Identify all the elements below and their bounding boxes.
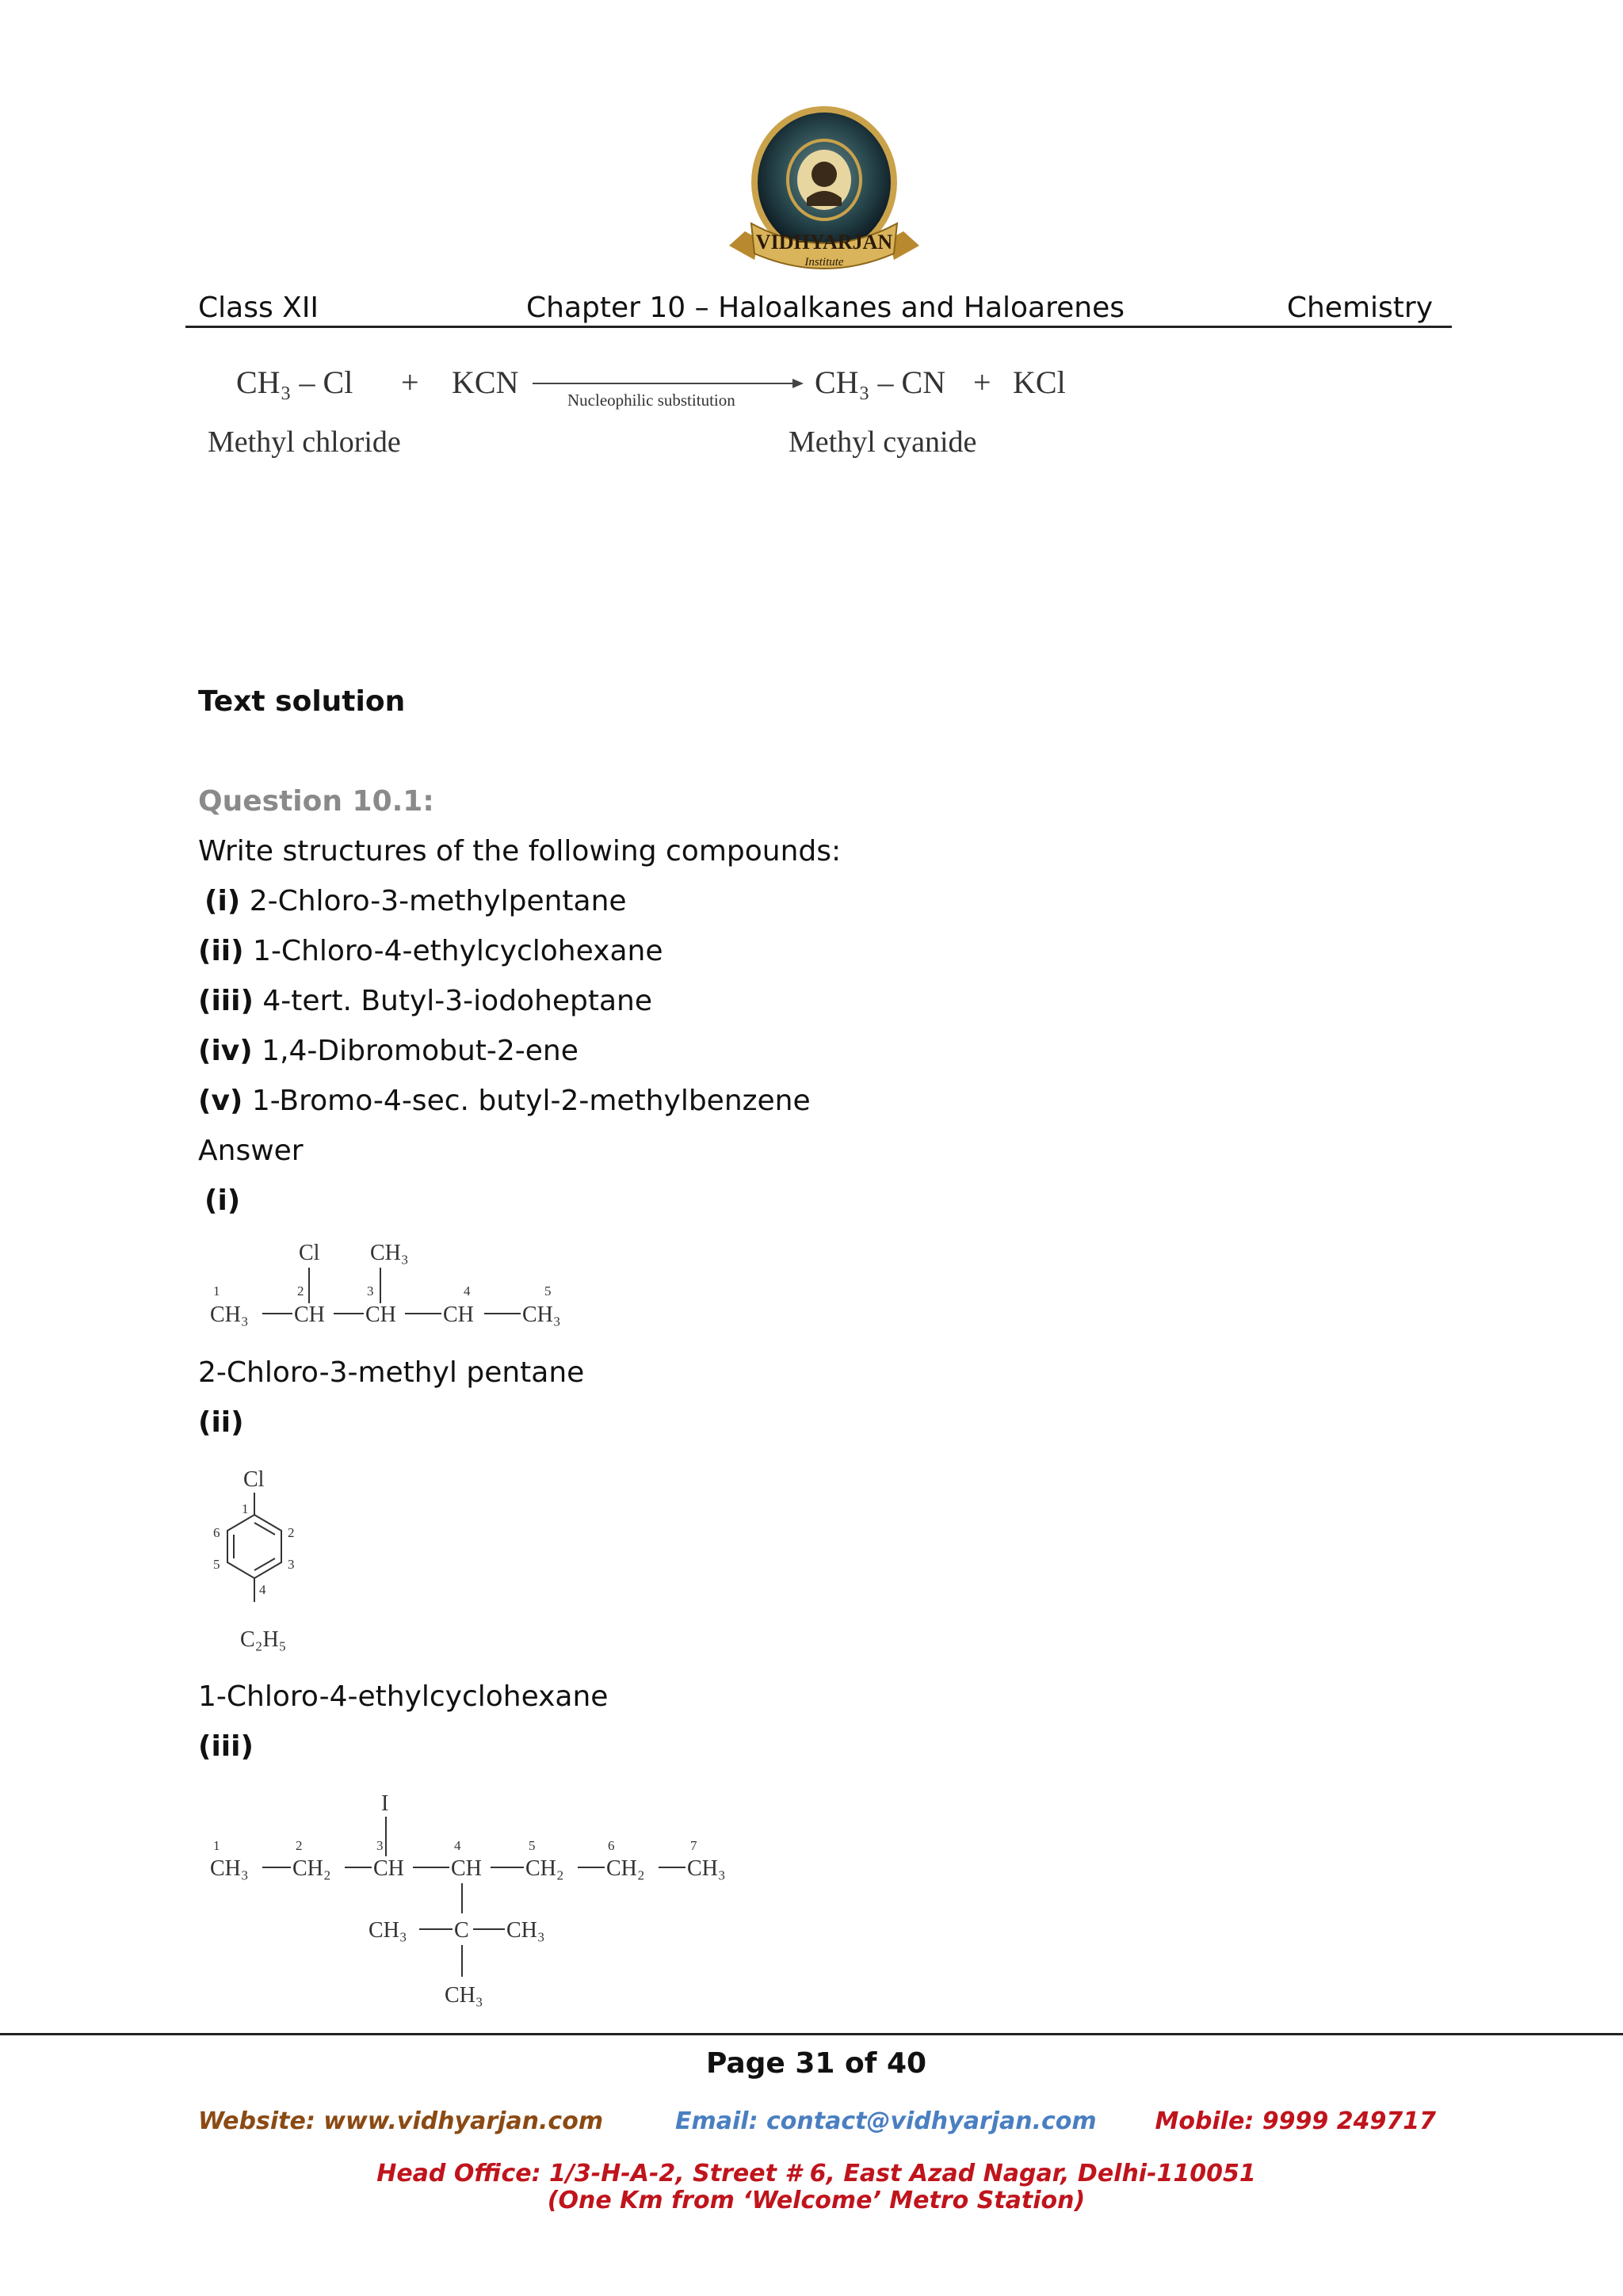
logo-text: VIDHYARJAN — [755, 231, 893, 254]
question-item — [198, 1085, 811, 1118]
branch-atom: CH₃ — [506, 1918, 545, 1943]
chain-atom: CH₃ — [210, 1856, 249, 1881]
reactant-formula: CH₃ – Cl — [236, 364, 353, 400]
question-title: Question 10.1: — [198, 785, 434, 818]
header-rule — [185, 326, 1452, 328]
answer-label-i: (i) — [204, 1184, 241, 1217]
item-text: 2-Chloro-3-methylpentane — [240, 885, 627, 917]
reaction-equation — [198, 349, 1149, 475]
atom-number: 1 — [213, 1838, 220, 1853]
byproduct-formula: KCl — [1013, 364, 1066, 400]
question-text: Write structures of the following compounds: — [198, 835, 842, 868]
chain-atom: CH₃ — [522, 1302, 561, 1327]
answer-name-ii: 1-Chloro-4-ethylcyclohexane — [198, 1680, 609, 1713]
answer-label: Answer — [198, 1135, 304, 1167]
structure-4-tert-butyl-3-iodoheptane — [202, 1787, 757, 2008]
atom-number: 2 — [297, 1283, 304, 1299]
chain-atom: CH — [373, 1856, 404, 1881]
question-item — [198, 985, 652, 1018]
structure-1-chloro-4-ethylcyclohexane — [202, 1458, 345, 1664]
item-text: 1-Chloro-4-ethylcyclohexane — [243, 935, 663, 967]
reactant-name: Methyl chloride — [208, 425, 401, 459]
atom-number: 5 — [544, 1283, 552, 1299]
plus-sign-2: + — [973, 364, 991, 400]
header-class: Class XII — [198, 292, 319, 324]
logo-subtext: Institute — [804, 256, 844, 269]
question-item — [198, 1035, 579, 1068]
institute-logo — [713, 105, 935, 288]
atom-number: 4 — [464, 1283, 471, 1299]
chain-atom: CH₂ — [606, 1856, 645, 1881]
reagent-formula: KCN — [452, 364, 519, 400]
atom-number: 1 — [213, 1283, 220, 1299]
answer-name-i: 2-Chloro-3-methyl pentane — [198, 1356, 585, 1389]
substituent-cl: Cl — [243, 1467, 265, 1492]
chain-atom: CH₃ — [210, 1302, 249, 1327]
atom-number: 6 — [608, 1838, 615, 1853]
atom-number: 4 — [454, 1838, 461, 1853]
footer-office-note: (One Km from ‘Welcome’ Metro Station) — [547, 2187, 1086, 2214]
ring-number: 1 — [242, 1501, 249, 1516]
chain-atom: CH₃ — [687, 1856, 726, 1881]
footer-office: Head Office: 1/3-H-A-2, Street # 6, East Azad Nagar, Delhi-110051 — [376, 2160, 1256, 2187]
branch-atom: CH₃ — [369, 1918, 407, 1943]
ring-number: 2 — [288, 1525, 295, 1540]
product-name: Methyl cyanide — [789, 425, 977, 459]
item-label: (iv) — [198, 1035, 253, 1067]
structure-2-chloro-3-methylpentane — [202, 1236, 582, 1339]
atom-number: 3 — [376, 1838, 384, 1853]
branch-atom: CH₃ — [445, 1983, 483, 2008]
item-label: (iii) — [198, 985, 254, 1017]
answer-label-iii: (iii) — [198, 1730, 254, 1763]
item-label: (v) — [198, 1085, 243, 1117]
answer-label-ii: (ii) — [198, 1406, 244, 1439]
plus-sign: + — [401, 364, 419, 400]
ring-number: 6 — [213, 1525, 220, 1540]
item-text: 4-tert. Butyl-3-iodoheptane — [253, 985, 653, 1017]
ring-number: 5 — [213, 1557, 220, 1572]
footer-website[interactable]: Website: www.vidhyarjan.com — [198, 2107, 604, 2135]
atom-number: 5 — [529, 1838, 536, 1853]
substituent-cl: Cl — [299, 1241, 320, 1265]
header-chapter: Chapter 10 – Haloalkanes and Haloarenes — [526, 292, 1125, 324]
chain-atom: CH₂ — [525, 1856, 564, 1881]
atom-number: 7 — [690, 1838, 697, 1853]
item-text: 1,4-Dibromobut-2-ene — [252, 1035, 579, 1067]
chain-atom: CH — [365, 1302, 396, 1327]
section-title: Text solution — [198, 685, 406, 718]
page-number: Page 31 of 40 — [705, 2047, 927, 2080]
question-item — [204, 885, 627, 918]
chain-atom: CH — [451, 1856, 482, 1881]
chain-atom: CH — [294, 1302, 325, 1327]
header-subject: Chemistry — [1286, 292, 1433, 324]
item-text: 1-Bromo-4-sec. butyl-2-methylbenzene — [242, 1085, 811, 1117]
footer-email[interactable]: Email: contact@vidhyarjan.com — [675, 2107, 1097, 2135]
arrow-label: Nucleophilic substitution — [567, 391, 735, 410]
footer-mobile: Mobile: 9999 249717 — [1155, 2107, 1436, 2135]
ring-number: 4 — [259, 1582, 266, 1597]
ring-number: 3 — [288, 1557, 295, 1572]
product-formula: CH₃ – CN — [815, 364, 946, 400]
question-item — [198, 935, 663, 968]
chain-atom: CH₂ — [292, 1856, 331, 1881]
atom-number: 3 — [367, 1283, 374, 1299]
benzene-ring — [227, 1515, 281, 1578]
substituent-iodo: I — [381, 1791, 389, 1816]
footer-rule — [0, 2033, 1623, 2035]
atom-number: 2 — [296, 1838, 303, 1853]
item-label: (i) — [204, 885, 241, 917]
substituent-ethyl: C₂H₅ — [240, 1627, 287, 1652]
item-label: (ii) — [198, 935, 244, 967]
substituent-ch3: CH₃ — [370, 1241, 409, 1265]
branch-atom: C — [454, 1918, 469, 1943]
chain-atom: CH — [443, 1302, 474, 1327]
